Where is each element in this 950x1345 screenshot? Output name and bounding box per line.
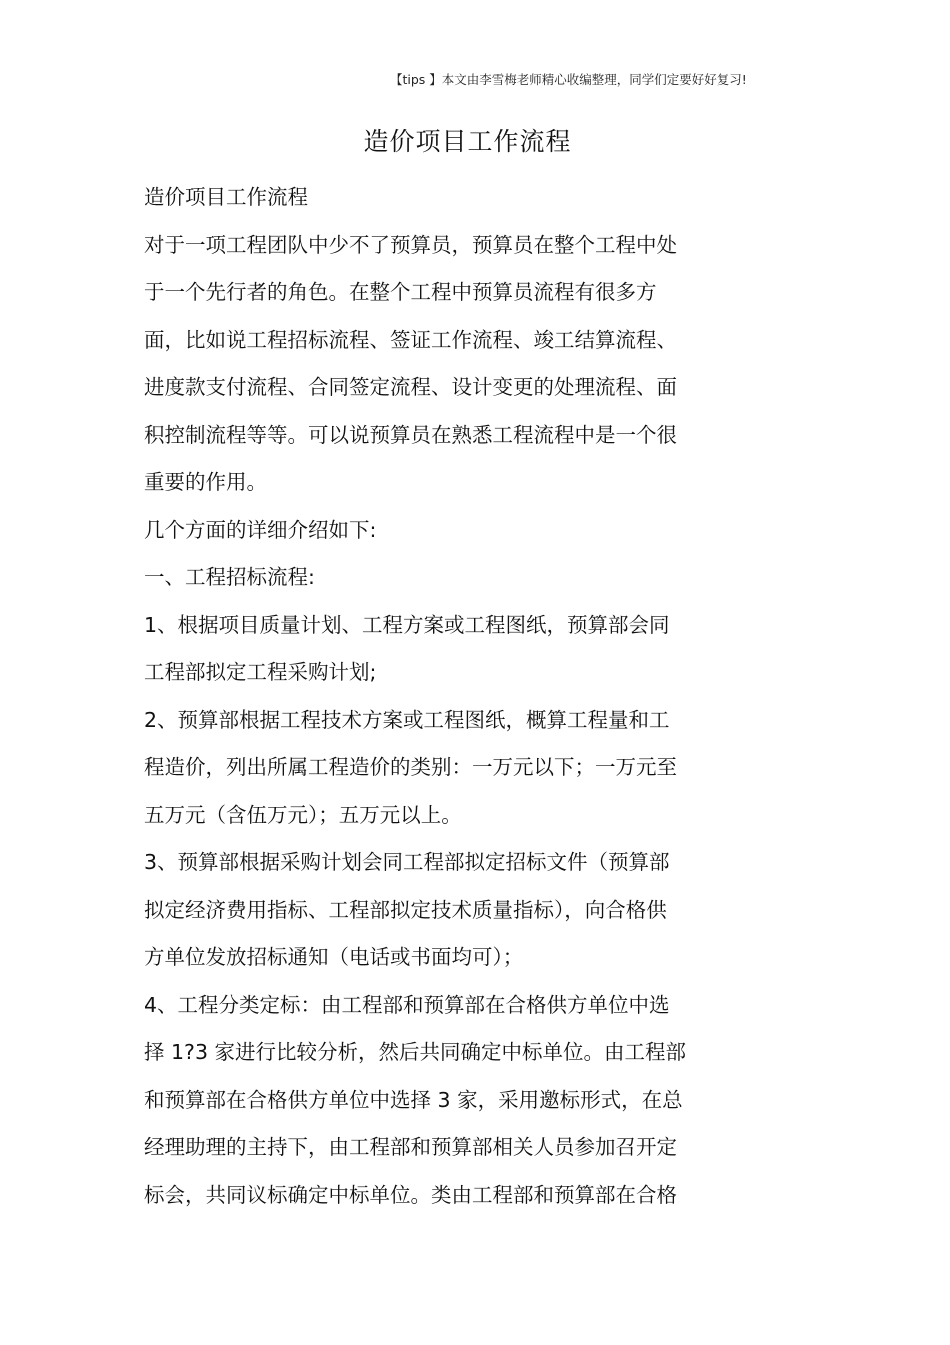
text-line: 几个方面的详细介绍如下: <box>144 517 377 542</box>
text-line: 和预算部在合格供方单位中选择 3 家，采用邀标形式，在总 <box>144 1087 683 1112</box>
text-line: 经理助理的主持下，由工程部和预算部相关人员参加召开定 <box>144 1135 677 1159</box>
page-title: 造价项目工作流程 <box>363 127 572 156</box>
text-line: 1、根据项目质量计划、工程方案或工程图纸，预算部会同 <box>144 612 670 637</box>
text-line: 工程部拟定工程采购计划; <box>144 660 377 684</box>
section-heading: 一、工程招标流程: <box>144 565 315 589</box>
text-line: 3、预算部根据采购计划会同工程部拟定招标文件（预算部 <box>144 850 670 874</box>
text-line: 进度款支付流程、合同签定流程、设计变更的处理流程、面 <box>144 375 677 399</box>
text-line: 标会，共同议标确定中标单位。类由工程部和预算部在合格 <box>144 1182 677 1207</box>
text-line: 择 1?3 家进行比较分析，然后共同确定中标单位。由工程部 <box>144 1040 686 1064</box>
text-line: 于一个先行者的角色。在整个工程中预算员流程有很多方 <box>144 280 657 304</box>
text-line: 程造价，列出所属工程造价的类别：一万元以下；一万元至 <box>144 755 677 779</box>
text-line: 五万元（含伍万元）；五万元以上。 <box>144 802 462 827</box>
text-line: 造价项目工作流程 <box>144 185 308 209</box>
header-tips: 【tips 】本文由李雪梅老师精心收编整理，同学们定要好好复习! <box>390 72 747 87</box>
text-line: 积控制流程等等。可以说预算员在熟悉工程流程中是一个很 <box>144 422 677 447</box>
text-line: 方单位发放招标通知（电话或书面均可）； <box>144 945 524 969</box>
text-line: 重要的作用。 <box>144 470 267 494</box>
text-line: 面，比如说工程招标流程、签证工作流程、竣工结算流程、 <box>144 327 677 352</box>
document-body <box>144 174 794 1219</box>
text-line: 拟定经济费用指标、工程部拟定技术质量指标），向合格供 <box>144 897 667 922</box>
text-line: 2、预算部根据工程技术方案或工程图纸，概算工程量和工 <box>144 707 670 732</box>
text-line: 4、工程分类定标：由工程部和预算部在合格供方单位中选 <box>144 992 670 1017</box>
text-line: 对于一项工程团队中少不了预算员，预算员在整个工程中处 <box>144 232 677 257</box>
